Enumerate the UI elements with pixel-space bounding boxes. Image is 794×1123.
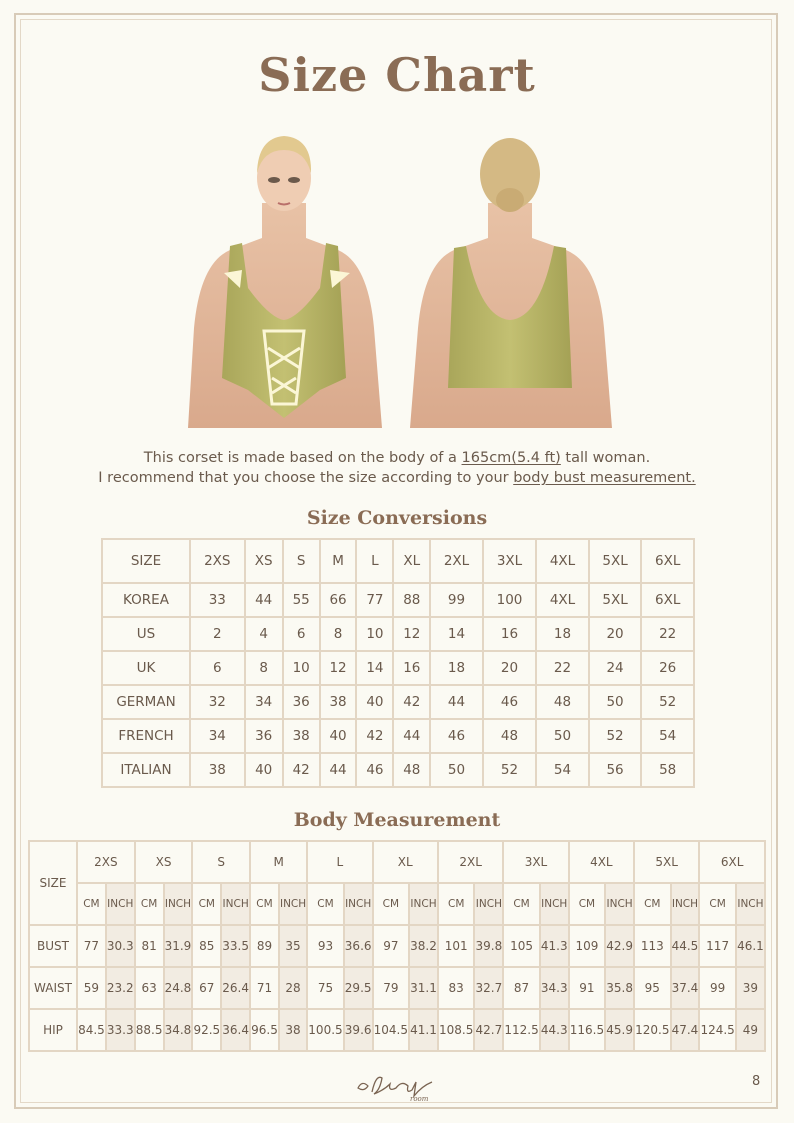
unit-cm-header: CM <box>307 883 344 925</box>
size-conversions-table <box>101 538 695 788</box>
conversions-cell: 52 <box>483 753 536 787</box>
unit-inch-header: INCH <box>106 883 135 925</box>
unit-cm-header: CM <box>503 883 540 925</box>
conversions-cell: 58 <box>641 753 694 787</box>
unit-inch-header: INCH <box>164 883 193 925</box>
body-measurement-title: Body Measurement <box>293 809 501 831</box>
conversions-cell: 46 <box>430 719 483 753</box>
measurement-row <box>29 967 765 1009</box>
measurement-cell: 109 <box>569 925 606 967</box>
measurement-row-label: BUST <box>29 925 77 967</box>
measurement-cell: 104.5 <box>373 1009 410 1051</box>
measurement-cell: 113 <box>634 925 671 967</box>
conversions-size-header: 6XL <box>641 539 694 583</box>
conversions-cell: 99 <box>430 583 483 617</box>
conversions-cell: 8 <box>245 651 283 685</box>
measurement-cell: 41.1 <box>409 1009 438 1051</box>
measurement-size-row <box>29 841 765 883</box>
measurement-cell: 93 <box>307 925 344 967</box>
measurement-cell: 41.3 <box>540 925 569 967</box>
measurement-cell: 117 <box>699 925 736 967</box>
conversions-cell: 20 <box>483 651 536 685</box>
measurement-cell: 39.6 <box>344 1009 373 1051</box>
measurement-cell: 59 <box>77 967 106 1009</box>
page-title: Size Chart <box>258 48 536 102</box>
measurement-cell: 124.5 <box>699 1009 736 1051</box>
measurement-cell: 30.3 <box>106 925 135 967</box>
measurement-cell: 77 <box>77 925 106 967</box>
conversions-cell: 44 <box>320 753 357 787</box>
measurement-cell: 39.8 <box>474 925 503 967</box>
conversions-cell: 34 <box>245 685 283 719</box>
conversions-cell: 36 <box>283 685 320 719</box>
conversions-cell: 52 <box>589 719 642 753</box>
measurement-cell: 36.6 <box>344 925 373 967</box>
conversions-cell: 12 <box>320 651 357 685</box>
unit-cm-header: CM <box>569 883 606 925</box>
measurement-cell: 91 <box>569 967 606 1009</box>
measurement-cell: 97 <box>373 925 410 967</box>
conversions-cell: 24 <box>589 651 642 685</box>
conversions-cell: 12 <box>393 617 430 651</box>
conversions-cell: 5XL <box>589 583 642 617</box>
conversions-cell: 34 <box>190 719 245 753</box>
front-view <box>188 136 382 428</box>
conversions-cell: 36 <box>245 719 283 753</box>
conversions-size-header: 5XL <box>589 539 642 583</box>
measurement-cell: 71 <box>250 967 279 1009</box>
measurement-cell: 120.5 <box>634 1009 671 1051</box>
unit-cm-header: CM <box>634 883 671 925</box>
conversions-header-label: SIZE <box>102 539 190 583</box>
unit-cm-header: CM <box>250 883 279 925</box>
conversions-cell: 38 <box>190 753 245 787</box>
measurement-cell: 44.5 <box>671 925 700 967</box>
measurement-size-header: M <box>250 841 307 883</box>
measurement-size-header: L <box>307 841 372 883</box>
conversions-cell: 77 <box>356 583 393 617</box>
conversions-cell: 42 <box>283 753 320 787</box>
body-measurement-table <box>28 840 766 1052</box>
conversions-cell: 50 <box>430 753 483 787</box>
unit-inch-header: INCH <box>736 883 765 925</box>
measurement-cell: 84.5 <box>77 1009 106 1051</box>
measurement-cell: 87 <box>503 967 540 1009</box>
measurement-cell: 44.3 <box>540 1009 569 1051</box>
measurement-size-header: 3XL <box>503 841 568 883</box>
measurement-cell: 67 <box>192 967 221 1009</box>
conversions-size-header: XL <box>393 539 430 583</box>
measurement-size-header: 2XL <box>438 841 503 883</box>
conversions-size-header: 2XS <box>190 539 245 583</box>
measurement-cell: 38 <box>279 1009 307 1051</box>
conversions-cell: 52 <box>641 685 694 719</box>
unit-inch-header: INCH <box>221 883 250 925</box>
conversions-cell: 42 <box>356 719 393 753</box>
measurement-cell: 85 <box>192 925 221 967</box>
unit-inch-header: INCH <box>344 883 373 925</box>
conversions-cell: 42 <box>393 685 430 719</box>
conversions-cell: 18 <box>536 617 589 651</box>
conversions-cell: 38 <box>320 685 357 719</box>
measurement-cell: 32.7 <box>474 967 503 1009</box>
conversions-row <box>102 685 694 719</box>
measurement-cell: 99 <box>699 967 736 1009</box>
measurement-cell: 116.5 <box>569 1009 606 1051</box>
measurement-cell: 92.5 <box>192 1009 221 1051</box>
conversions-cell: 16 <box>393 651 430 685</box>
conversions-cell: 48 <box>483 719 536 753</box>
measurement-cell: 89 <box>250 925 279 967</box>
unit-inch-header: INCH <box>540 883 569 925</box>
conversions-cell: 2 <box>190 617 245 651</box>
size-conversions-title: Size Conversions <box>306 507 488 529</box>
conversions-cell: 50 <box>536 719 589 753</box>
measurement-cell: 37.4 <box>671 967 700 1009</box>
unit-cm-header: CM <box>699 883 736 925</box>
unit-cm-header: CM <box>192 883 221 925</box>
unit-cm-header: CM <box>373 883 410 925</box>
conversions-cell: 44 <box>245 583 283 617</box>
conversions-row-label: FRENCH <box>102 719 190 753</box>
conversions-row <box>102 583 694 617</box>
measurement-cell: 23.2 <box>106 967 135 1009</box>
conversions-cell: 40 <box>245 753 283 787</box>
measurement-size-header: XS <box>135 841 193 883</box>
measurement-cell: 39 <box>736 967 765 1009</box>
conversions-row <box>102 651 694 685</box>
svg-text:room: room <box>410 1095 429 1102</box>
conversions-row-label: KOREA <box>102 583 190 617</box>
conversions-cell: 6 <box>283 617 320 651</box>
conversions-cell: 10 <box>356 617 393 651</box>
measurement-cell: 95 <box>634 967 671 1009</box>
conversions-cell: 50 <box>589 685 642 719</box>
measurement-cell: 42.9 <box>605 925 634 967</box>
measurement-row-label: HIP <box>29 1009 77 1051</box>
measurement-header-label: SIZE <box>29 841 77 925</box>
measurement-cell: 28 <box>279 967 307 1009</box>
conversions-cell: 22 <box>536 651 589 685</box>
intro-line-1: This corset is made based on the body of a 165cm(5.4 ft) tall woman. <box>143 450 651 466</box>
measurement-size-header: 2XS <box>77 841 135 883</box>
intro-line-2: I recommend that you choose the size according to your body bust measurement. <box>98 470 696 486</box>
measurement-cell: 33.3 <box>106 1009 135 1051</box>
conversions-cell: 55 <box>283 583 320 617</box>
conversions-row-label: GERMAN <box>102 685 190 719</box>
measurement-cell: 83 <box>438 967 475 1009</box>
measurement-cell: 96.5 <box>250 1009 279 1051</box>
measurement-cell: 31.9 <box>164 925 193 967</box>
measurement-cell: 34.8 <box>164 1009 193 1051</box>
measurement-cell: 79 <box>373 967 410 1009</box>
conversions-cell: 8 <box>320 617 357 651</box>
conversions-size-header: 2XL <box>430 539 483 583</box>
model-figures <box>180 128 620 433</box>
unit-inch-header: INCH <box>671 883 700 925</box>
measurement-row <box>29 925 765 967</box>
conversions-cell: 22 <box>641 617 694 651</box>
measurement-cell: 112.5 <box>503 1009 540 1051</box>
measurement-cell: 35 <box>279 925 307 967</box>
conversions-cell: 16 <box>483 617 536 651</box>
measurement-cell: 46.1 <box>736 925 765 967</box>
measurement-cell: 47.4 <box>671 1009 700 1051</box>
conversions-cell: 18 <box>430 651 483 685</box>
conversions-header-row <box>102 539 694 583</box>
measurement-size-header: XL <box>373 841 438 883</box>
unit-cm-header: CM <box>438 883 475 925</box>
brand-logo <box>352 1068 442 1102</box>
conversions-cell: 6XL <box>641 583 694 617</box>
measurement-cell: 42.7 <box>474 1009 503 1051</box>
page-number: 8 <box>752 1074 761 1089</box>
conversions-size-header: 3XL <box>483 539 536 583</box>
conversions-row <box>102 617 694 651</box>
conversions-cell: 56 <box>589 753 642 787</box>
conversions-row-label: US <box>102 617 190 651</box>
conversions-row <box>102 753 694 787</box>
measurement-row-label: WAIST <box>29 967 77 1009</box>
conversions-size-header: XS <box>245 539 283 583</box>
intro-text <box>0 448 794 488</box>
conversions-cell: 54 <box>536 753 589 787</box>
conversions-size-header: L <box>356 539 393 583</box>
conversions-cell: 44 <box>430 685 483 719</box>
measurement-cell: 108.5 <box>438 1009 475 1051</box>
measurement-cell: 88.5 <box>135 1009 164 1051</box>
unit-inch-header: INCH <box>409 883 438 925</box>
conversions-cell: 44 <box>393 719 430 753</box>
measurement-cell: 105 <box>503 925 540 967</box>
unit-inch-header: INCH <box>605 883 634 925</box>
measurement-cell: 63 <box>135 967 164 1009</box>
conversions-cell: 54 <box>641 719 694 753</box>
unit-cm-header: CM <box>135 883 164 925</box>
conversions-cell: 33 <box>190 583 245 617</box>
measurement-cell: 34.3 <box>540 967 569 1009</box>
conversions-cell: 40 <box>356 685 393 719</box>
conversions-cell: 14 <box>356 651 393 685</box>
measurement-size-header: 5XL <box>634 841 699 883</box>
measurement-cell: 45.9 <box>605 1009 634 1051</box>
conversions-cell: 10 <box>283 651 320 685</box>
conversions-cell: 38 <box>283 719 320 753</box>
measurement-cell: 29.5 <box>344 967 373 1009</box>
conversions-row-label: UK <box>102 651 190 685</box>
measurement-size-header: S <box>192 841 250 883</box>
conversions-cell: 4 <box>245 617 283 651</box>
conversions-row-label: ITALIAN <box>102 753 190 787</box>
measurement-cell: 36.4 <box>221 1009 250 1051</box>
conversions-cell: 20 <box>589 617 642 651</box>
measurement-cell: 81 <box>135 925 164 967</box>
measurement-cell: 38.2 <box>409 925 438 967</box>
measurement-row <box>29 1009 765 1051</box>
conversions-row <box>102 719 694 753</box>
conversions-size-header: S <box>283 539 320 583</box>
measurement-cell: 75 <box>307 967 344 1009</box>
conversions-size-header: M <box>320 539 357 583</box>
measurement-cell: 49 <box>736 1009 765 1051</box>
conversions-size-header: 4XL <box>536 539 589 583</box>
conversions-cell: 100 <box>483 583 536 617</box>
conversions-cell: 40 <box>320 719 357 753</box>
conversions-cell: 26 <box>641 651 694 685</box>
unit-inch-header: INCH <box>279 883 307 925</box>
measurement-cell: 31.1 <box>409 967 438 1009</box>
conversions-cell: 48 <box>536 685 589 719</box>
conversions-cell: 32 <box>190 685 245 719</box>
measurement-cell: 35.8 <box>605 967 634 1009</box>
conversions-cell: 48 <box>393 753 430 787</box>
measurement-unit-row <box>29 883 765 925</box>
conversions-cell: 88 <box>393 583 430 617</box>
unit-cm-header: CM <box>77 883 106 925</box>
measurement-cell: 26.4 <box>221 967 250 1009</box>
measurement-size-header: 4XL <box>569 841 634 883</box>
conversions-cell: 4XL <box>536 583 589 617</box>
measurement-cell: 33.5 <box>221 925 250 967</box>
measurement-cell: 100.5 <box>307 1009 344 1051</box>
unit-inch-header: INCH <box>474 883 503 925</box>
measurement-size-header: 6XL <box>699 841 765 883</box>
conversions-cell: 14 <box>430 617 483 651</box>
conversions-cell: 6 <box>190 651 245 685</box>
back-view <box>410 138 612 428</box>
measurement-cell: 24.8 <box>164 967 193 1009</box>
measurement-cell: 101 <box>438 925 475 967</box>
conversions-cell: 46 <box>483 685 536 719</box>
conversions-cell: 46 <box>356 753 393 787</box>
conversions-cell: 66 <box>320 583 357 617</box>
